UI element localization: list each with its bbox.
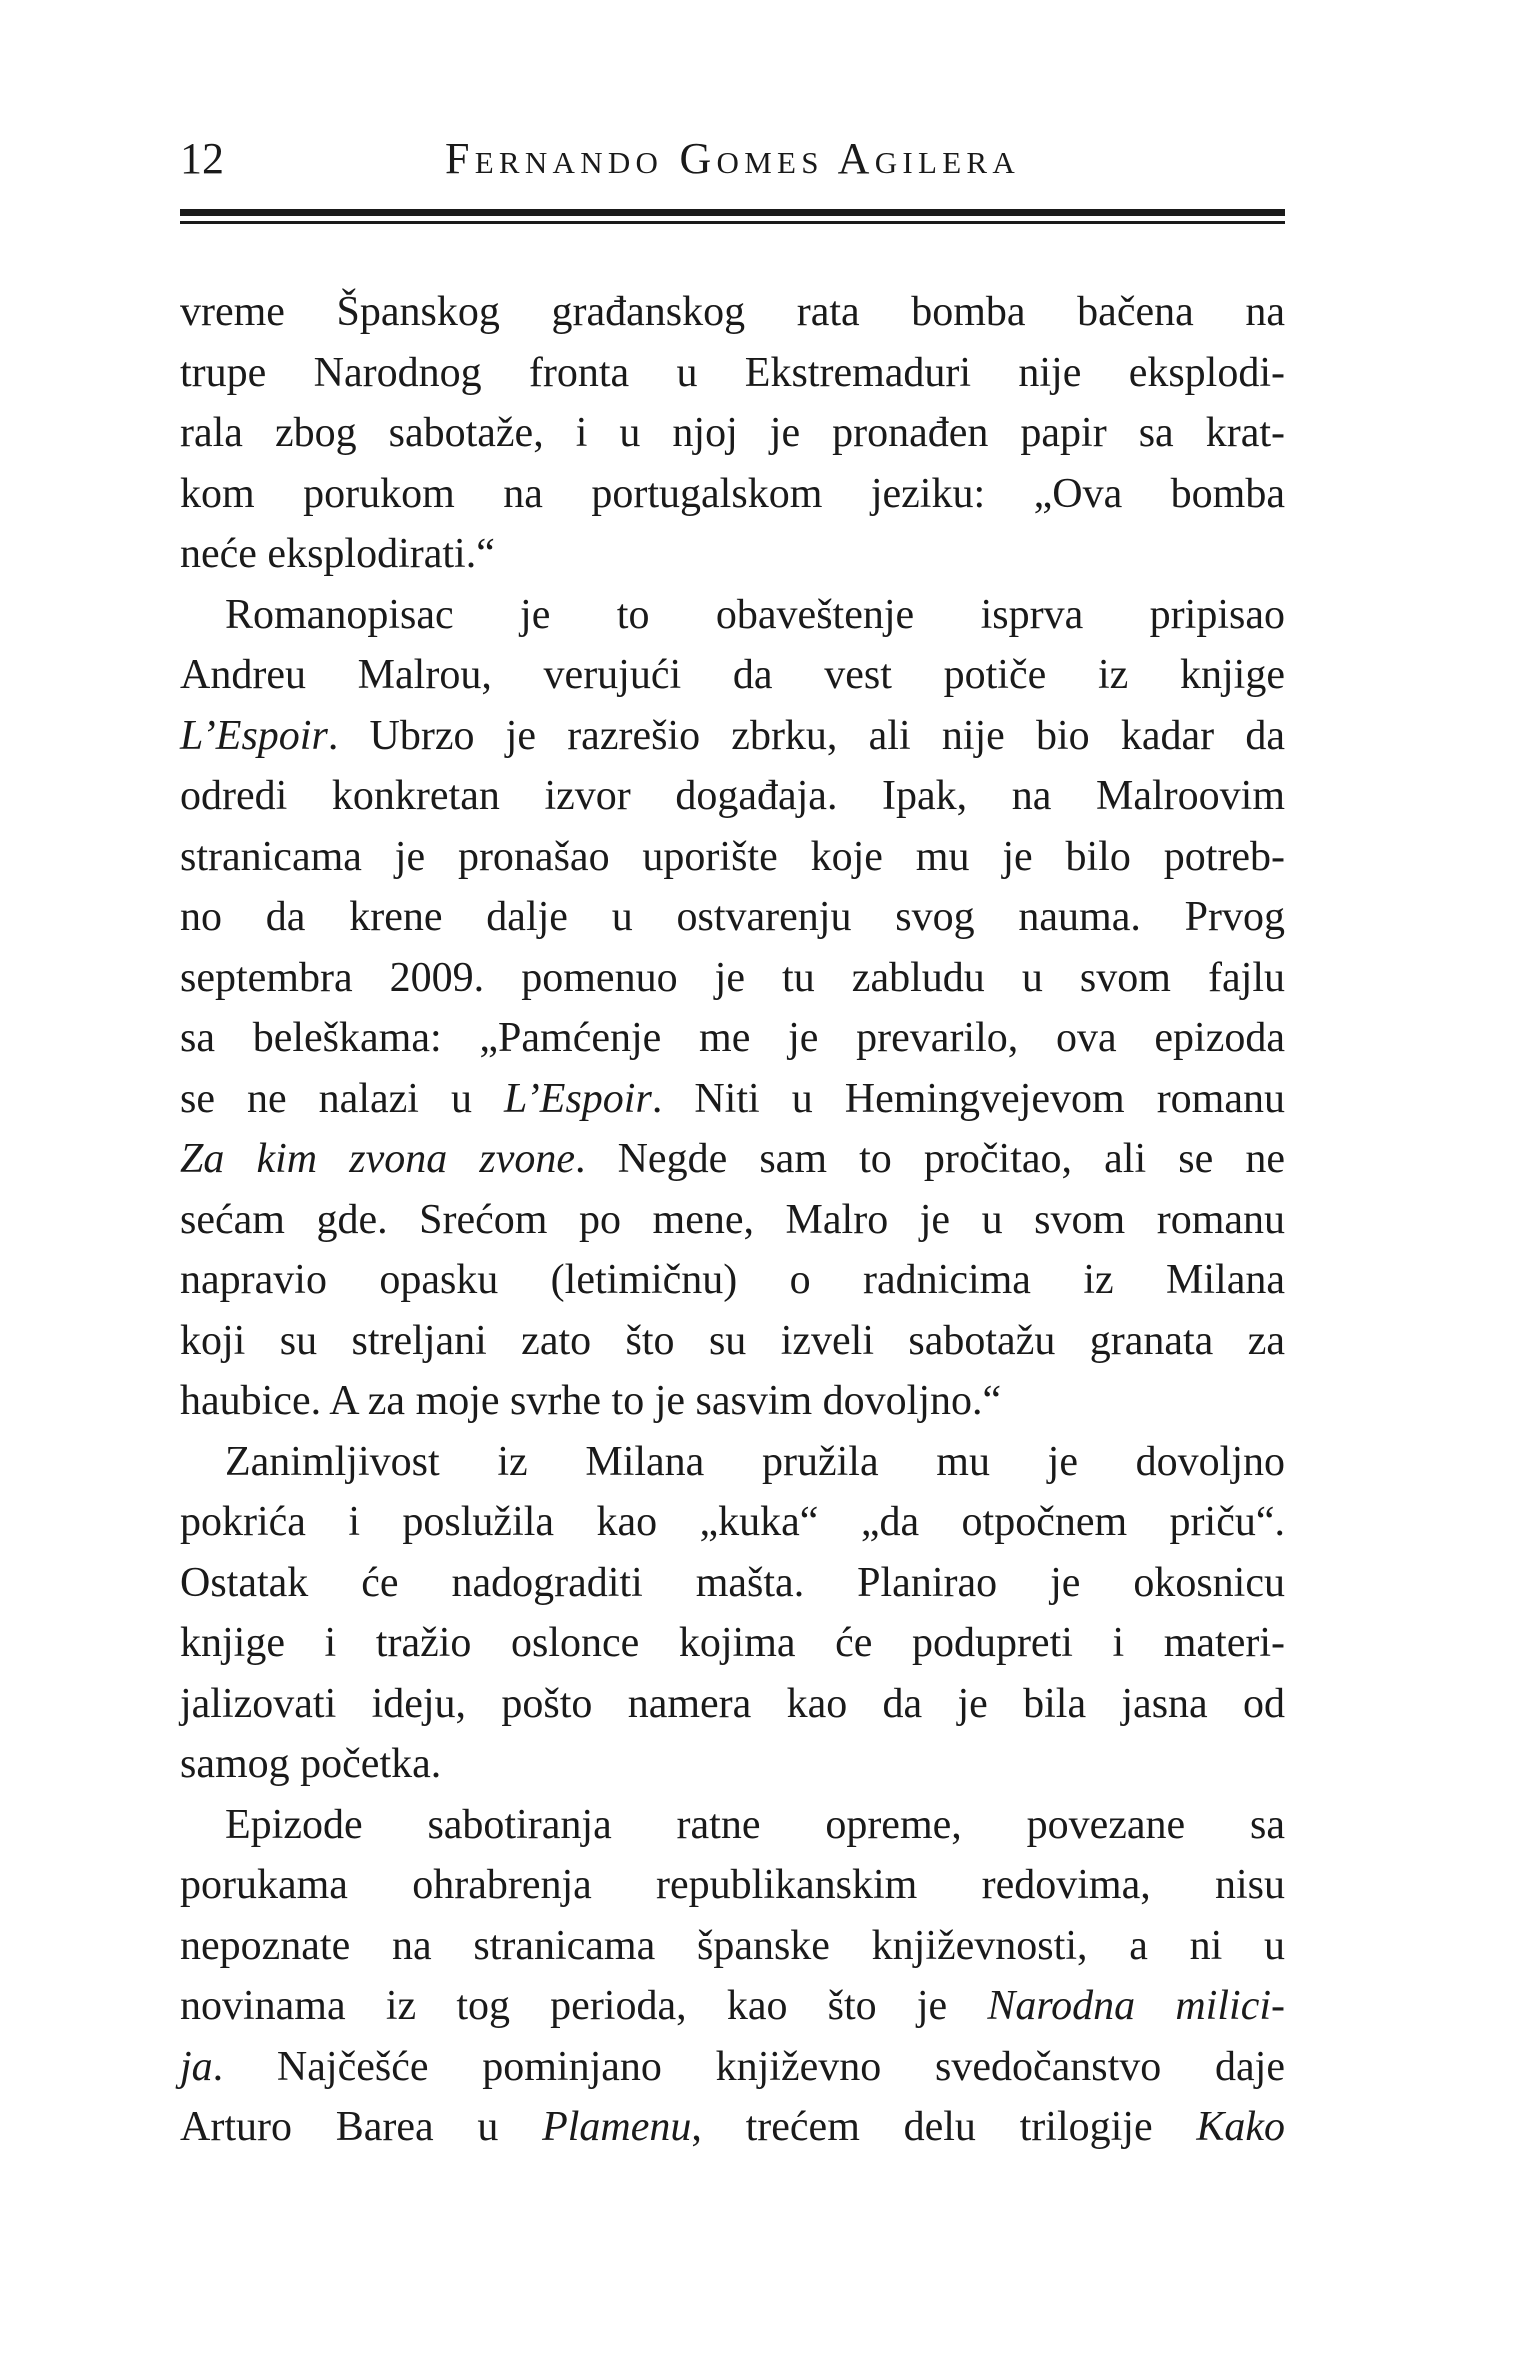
text-run: kom porukom na portugalskom jeziku: „Ova bomba xyxy=(180,470,1285,517)
text-line xyxy=(180,524,1285,585)
text-run: odredi konkretan izvor događaja. Ipak, na Malroovim xyxy=(180,773,1285,819)
text-run: haubice. A za moje svrhe to je sasvim dovoljno.“ xyxy=(180,1378,1002,1424)
rule-thick-line xyxy=(180,209,1285,216)
text-run: pokrića i poslužila kao „kuka“ „da otpočnem priču“. xyxy=(180,1499,1285,1545)
text-run-italic: Za kim zvona zvone xyxy=(180,1136,575,1182)
text-line xyxy=(180,645,1285,706)
text-run: . Najčešće pominjano književno svedočanstvo daje xyxy=(212,2043,1285,2090)
text-run: Arturo Barea u xyxy=(180,2104,543,2150)
text-run: Epizode sabotiranja ratne opreme, povezane sa xyxy=(225,1801,1285,1848)
text-run: napravio opasku (letimičnu) o radnicima iz Milana xyxy=(180,1257,1285,1303)
text-line xyxy=(180,2037,1285,2098)
text-line xyxy=(180,585,1285,646)
text-run: jalizovati ideju, pošto namera kao da je bila jasna od xyxy=(180,1680,1285,1727)
text-run-italic: Kako xyxy=(1196,2104,1285,2150)
text-line xyxy=(180,887,1285,948)
text-line xyxy=(180,766,1285,827)
text-line xyxy=(180,1674,1285,1735)
text-run-italic: L’Espoir xyxy=(504,1075,652,1122)
text-run: . Ubrzo je razrešio zbrku, ali nije bio kadar da xyxy=(327,712,1285,759)
text-run: Ostatak će nadograditi mašta. Planirao je okosnicu xyxy=(180,1559,1285,1606)
paragraph xyxy=(180,1432,1285,1795)
text-line xyxy=(180,1492,1285,1553)
text-line xyxy=(180,1008,1285,1069)
text-line xyxy=(180,1795,1285,1856)
text-line xyxy=(180,1976,1285,2037)
text-line xyxy=(180,827,1285,888)
text-run: nepoznate na stranicama španske književnosti, a ni u xyxy=(180,1922,1285,1969)
text-line xyxy=(180,282,1285,343)
text-run: se ne nalazi u xyxy=(180,1075,504,1122)
text-line xyxy=(180,1855,1285,1916)
text-run-italic: ja xyxy=(180,2043,213,2090)
body-text xyxy=(180,282,1285,2158)
paragraph xyxy=(180,585,1285,1432)
text-line xyxy=(180,1613,1285,1674)
text-line xyxy=(180,1069,1285,1130)
text-run: . Negde sam to pročitao, ali se ne xyxy=(574,1136,1285,1182)
text-run: stranicama je pronašao uporište koje mu je bilo potreb- xyxy=(180,833,1285,880)
running-header-title: Fernando Gomes Agilera xyxy=(444,134,1021,183)
paragraph xyxy=(180,1795,1285,2158)
text-run: trupe Narodnog fronta u Ekstremaduri nije eksplodi- xyxy=(180,349,1285,396)
text-run-italic: L’Espoir xyxy=(180,712,328,759)
text-run: knjige i tražio oslonce kojima će podupreti i materi- xyxy=(180,1620,1285,1666)
text-run: rala zbog sabotaže, i u njoj je pronađen papir sa krat- xyxy=(180,410,1285,456)
text-run: vreme Španskog građanskog rata bomba bačena na xyxy=(180,289,1285,335)
text-line xyxy=(180,403,1285,464)
text-line xyxy=(180,1432,1285,1493)
text-line xyxy=(180,1190,1285,1251)
text-run: , trećem delu trilogije xyxy=(691,2104,1197,2150)
text-run-italic: Narodna milici- xyxy=(987,1983,1285,2029)
paragraph xyxy=(180,282,1285,585)
text-run: porukama ohrabrenja republikanskim redovima, nisu xyxy=(180,1862,1285,1908)
text-line xyxy=(180,948,1285,1009)
text-line xyxy=(180,464,1285,525)
text-run: Zanimljivost iz Milana pružila mu je dovoljno xyxy=(225,1438,1285,1485)
text-line xyxy=(180,2097,1285,2158)
page-header xyxy=(180,133,1285,183)
text-run: novinama iz tog perioda, kao što je xyxy=(180,1983,988,2029)
text-line xyxy=(180,1250,1285,1311)
text-run: sa beleškama: „Pamćenje me je prevarilo, ova epizoda xyxy=(180,1015,1285,1061)
text-run: Andreu Malrou, verujući da vest potiče iz knjige xyxy=(180,652,1285,698)
page-number: 12 xyxy=(180,134,224,183)
text-run: koji su streljani zato što su izveli sabotažu granata za xyxy=(180,1317,1285,1364)
text-line xyxy=(180,1734,1285,1795)
text-line xyxy=(180,1553,1285,1614)
text-run: . Niti u Hemingvejevom romanu xyxy=(651,1075,1285,1122)
text-line xyxy=(180,706,1285,767)
text-run: sećam gde. Srećom po mene, Malro je u svom romanu xyxy=(180,1196,1285,1243)
text-line xyxy=(180,343,1285,404)
text-run: samog početka. xyxy=(180,1741,442,1787)
text-run: septembra 2009. pomenuo je tu zabludu u svom fajlu xyxy=(180,954,1285,1001)
text-line xyxy=(180,1129,1285,1190)
text-line xyxy=(180,1311,1285,1372)
text-run-italic: Plamenu xyxy=(542,2104,692,2150)
text-run: Romanopisac je to obaveštenje isprva pripisao xyxy=(225,591,1285,638)
header-double-rule xyxy=(180,209,1285,224)
text-line xyxy=(180,1371,1285,1432)
text-line xyxy=(180,1916,1285,1977)
text-run: no da krene dalje u ostvarenju svog nauma. Prvog xyxy=(180,894,1285,940)
text-run: neće eksplodirati.“ xyxy=(180,531,495,577)
rule-thin-line xyxy=(180,221,1285,224)
